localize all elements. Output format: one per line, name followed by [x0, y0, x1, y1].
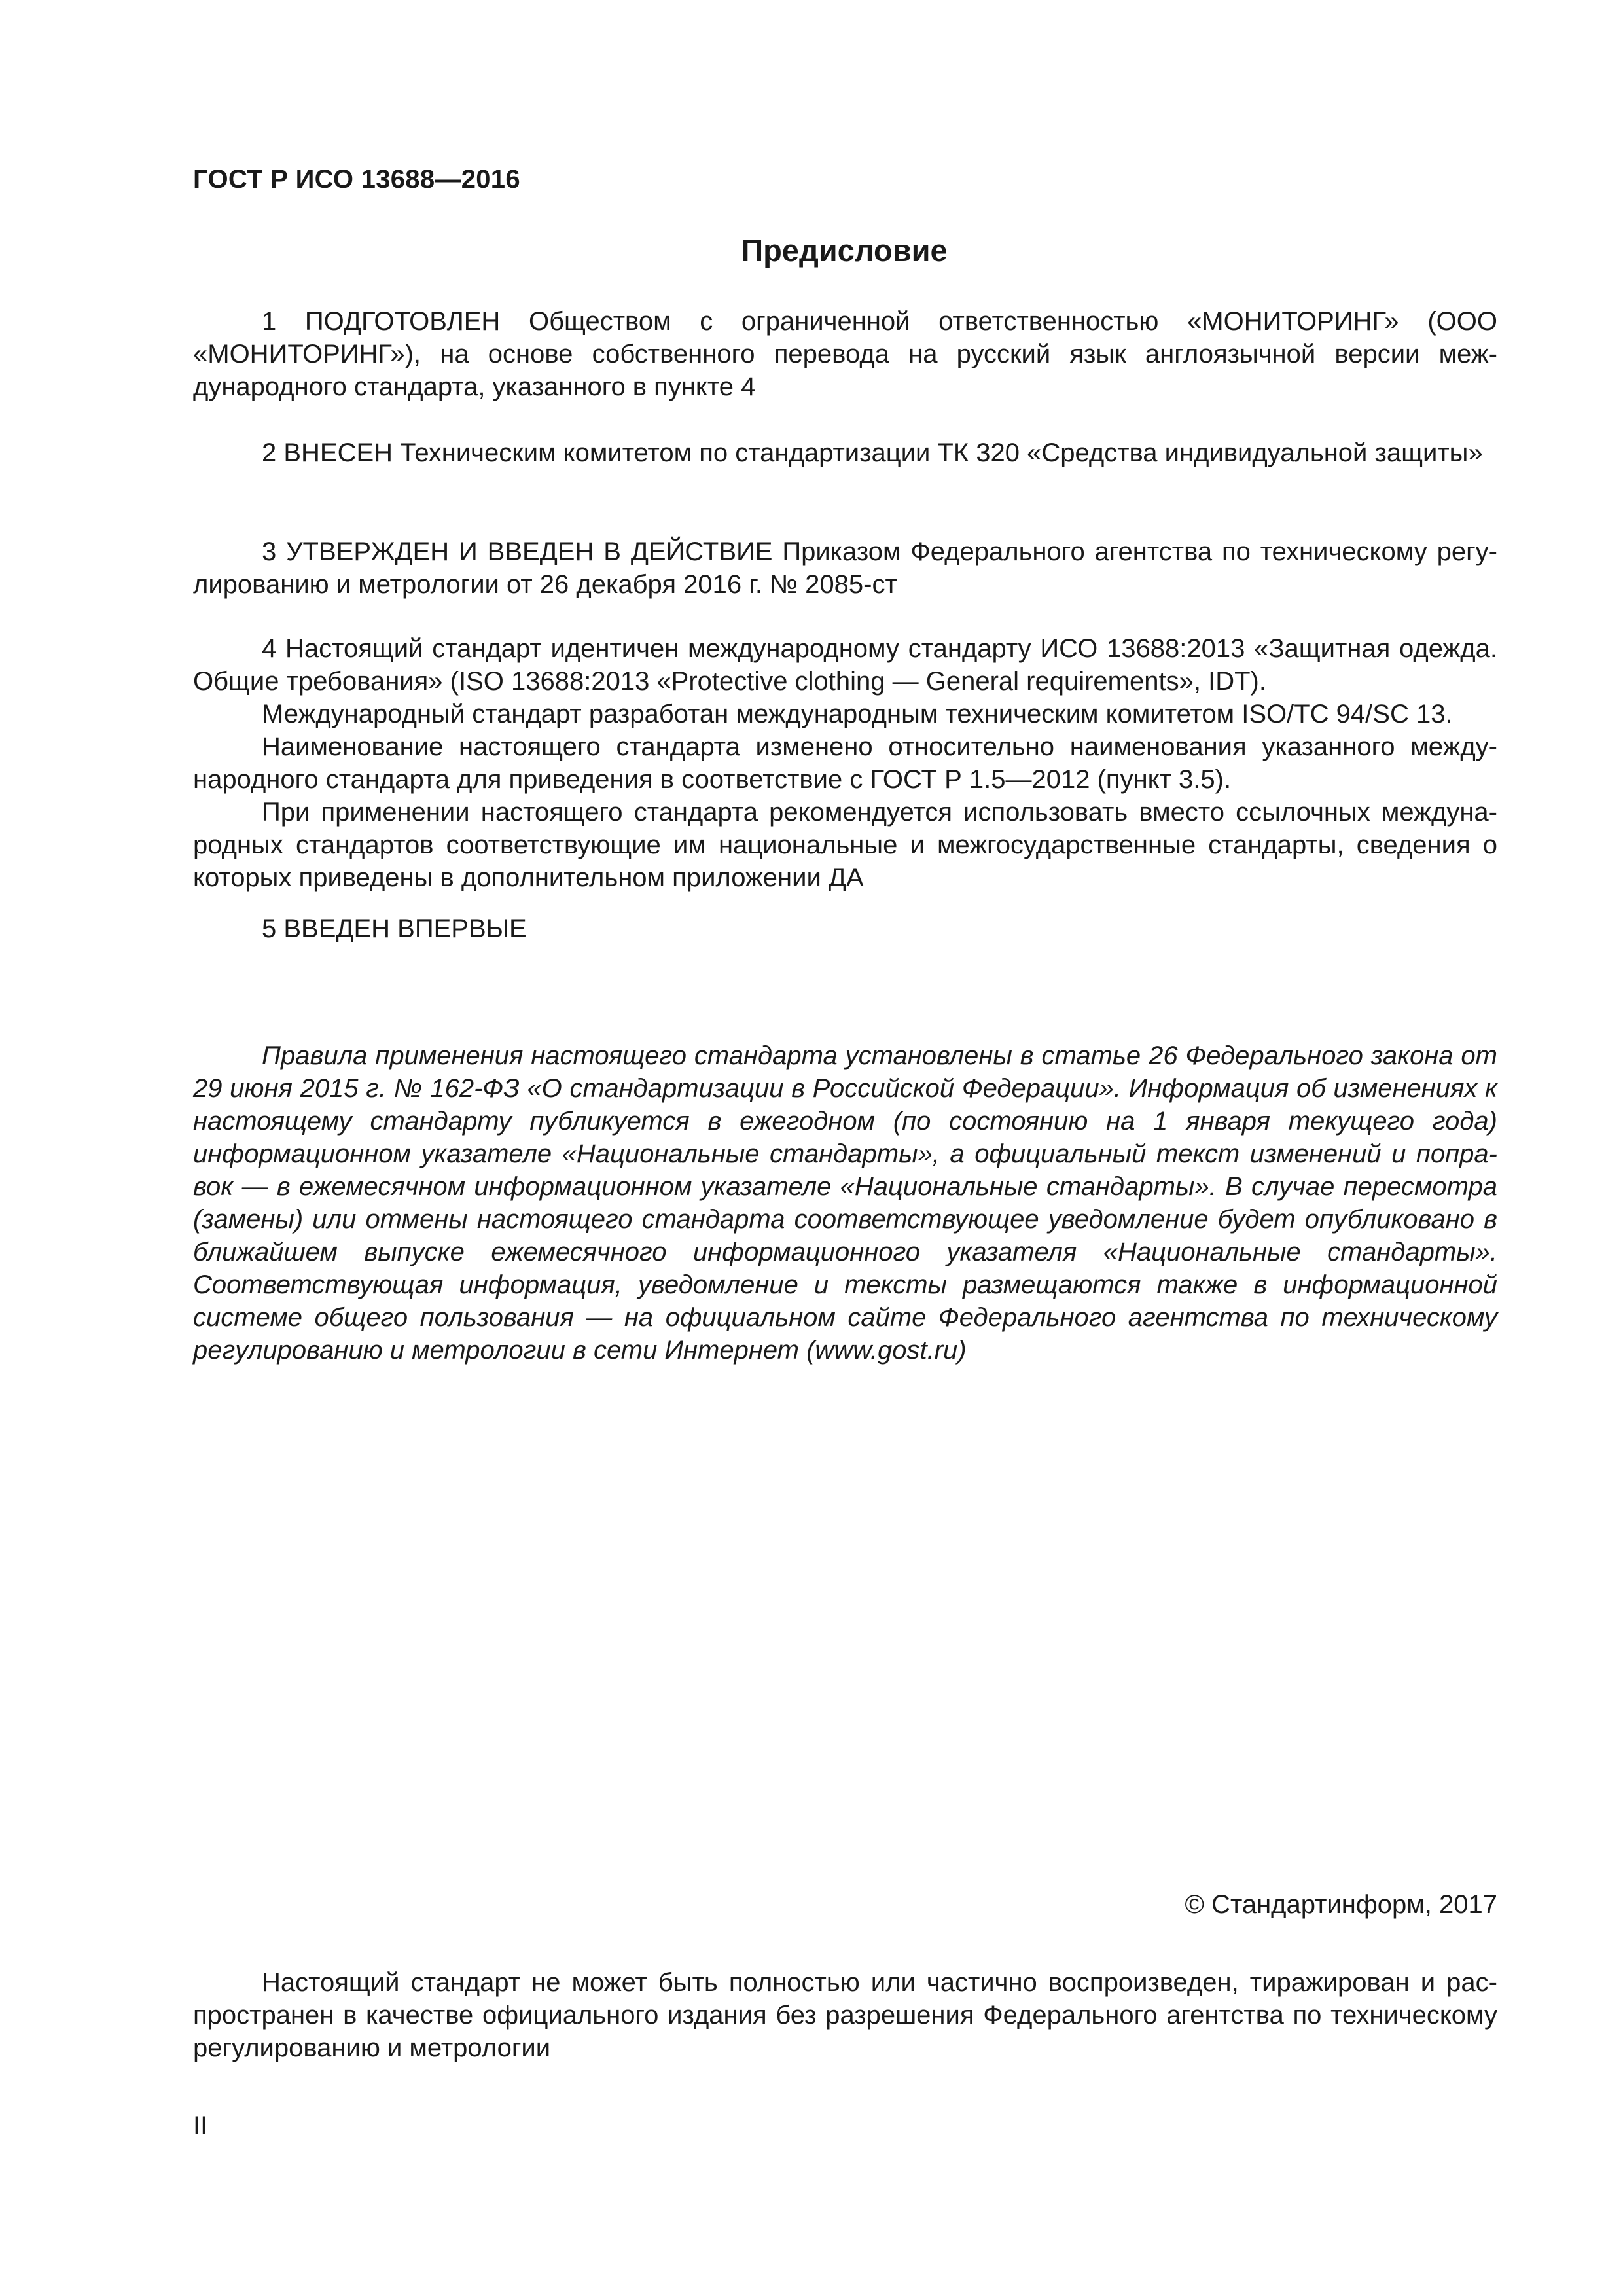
preface-item-4-paragraph: Наименование настоящего стандарта изменено относительно наименования указанного международного стандарта для приведения в соответствие с ГОСТ Р 1.5—2012 (пункт 3.5). [193, 732, 1497, 794]
standard-code: ГОСТ Р ИСО 13688—2016 [193, 165, 520, 194]
reproduction-notice: Настоящий стандарт не может быть полностью или частично воспроизведен, тиражирован и распространен в качестве официального издания без разрешения Федерального агентства по техническому регулированию и метрологии [193, 1968, 1497, 2062]
rules-notice: Правила применения настоящего стандарта установлены в статье 26 Федерального закона от 29 июня 2015 г. № 162-ФЗ «О стандартизации в Российской Федерации». Информация об изменениях к настоящему стандарту публикуется в ежегодном (по состоянию на 1 января текущего года) информационном указателе «Национальные стандарты», а официальный текст изменений и поправок — в ежемесячном информационном указателе «Национальные стандарты». В случае пересмотра (замены) или отмены настоящего стандарта соответствующее уведомление будет опубликовано в ближайшем выпуске ежемесячного информационного указателя «Национальные стандарты». Соответствующая информация, уведомление и тексты размещаются также в информационной системе общего пользования — на официальном сайте Федерального агентства по техническому регулированию и метрологии в сети Интернет (www.gost.ru) [193, 1041, 1497, 1365]
page-number: II [193, 2111, 208, 2140]
preface-title: Предисловие [741, 233, 948, 268]
preface-item-3: 3 УТВЕРЖДЕН И ВВЕДЕН В ДЕЙСТВИЕ Приказом Федерального агентства по техническому регулированию и метрологии от 26 декабря 2016 г. № 2085-ст [193, 537, 1497, 599]
preface-item-1: 1 ПОДГОТОВЛЕН Обществом с ограниченной ответственностью «МОНИТОРИНГ» (ООО «МОНИТОРИНГ»), на основе собственного перевода на русский язык англоязычной версии международного стандарта, указанного в пункте 4 [193, 307, 1497, 401]
copyright: © Стандартинформ, 2017 [1185, 1890, 1497, 1919]
preface-item-5: 5 ВВЕДЕН ВПЕРВЫЕ [262, 914, 527, 943]
preface-item-2: 2 ВНЕСЕН Техническим комитетом по стандартизации ТК 320 «Средства индивидуальной защиты» [262, 439, 1483, 467]
preface-item-4 [193, 632, 1497, 894]
preface-item-4-paragraph: При применении настоящего стандарта рекомендуется использовать вместо ссылочных международных стандартов соответствующие им национальные и межгосударственные стандарты, сведения о которых приведены в дополнительном приложении ДА [193, 798, 1497, 892]
preface-item-4-paragraph: Международный стандарт разработан международным техническим комитетом ISO/TC 94/SC 13. [262, 700, 1453, 728]
preface-item-4-paragraph: 4 Настоящий стандарт идентичен международному стандарту ИСО 13688:2013 «Защитная одежда. Общие требования» (ISO 13688:2013 «Protective clothing — General requirements», IDT). [193, 634, 1497, 696]
